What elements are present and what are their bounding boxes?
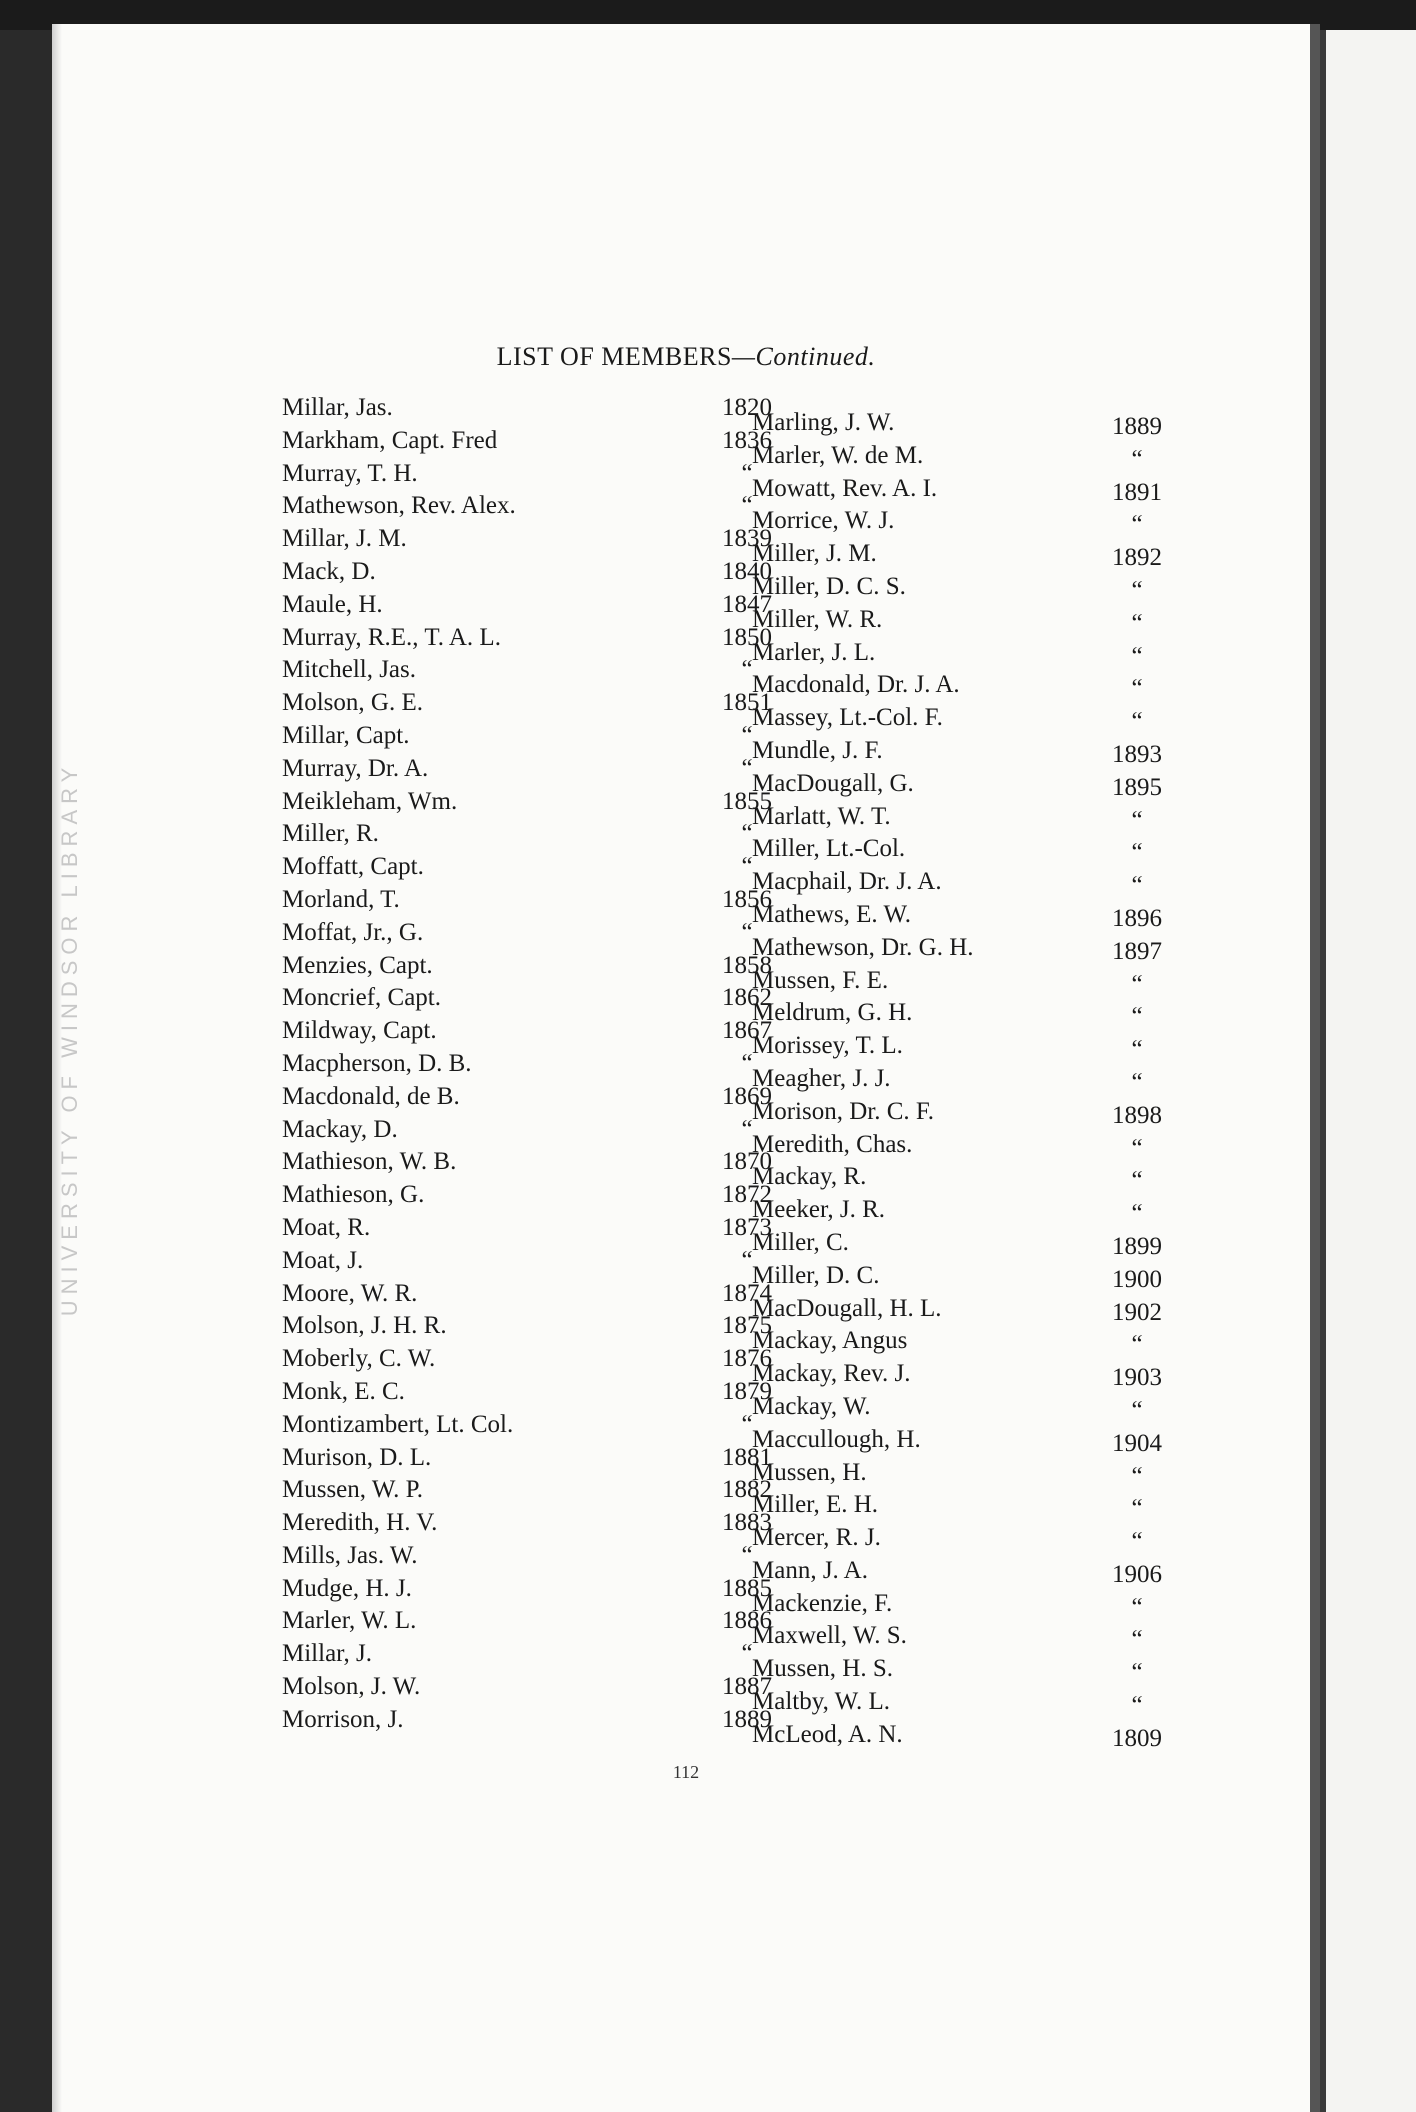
member-name: Meredith, H. V. bbox=[282, 1509, 438, 1537]
member-year: “ bbox=[1131, 1068, 1143, 1096]
member-row bbox=[752, 639, 1222, 672]
member-year: “ bbox=[1131, 970, 1143, 998]
member-year: 1906 bbox=[1112, 1560, 1162, 1588]
member-year: “ bbox=[1131, 806, 1143, 834]
member-year: 1874 bbox=[722, 1279, 772, 1307]
member-name: Molson, J. H. R. bbox=[282, 1312, 447, 1340]
member-row bbox=[282, 984, 802, 1017]
heading-title: LIST OF MEMBERS bbox=[496, 342, 732, 371]
member-name: Mills, Jas. W. bbox=[282, 1541, 418, 1569]
member-year: 1879 bbox=[722, 1377, 772, 1405]
member-row bbox=[282, 1247, 802, 1280]
member-row bbox=[282, 1509, 802, 1542]
member-name: Moat, R. bbox=[282, 1213, 371, 1241]
member-name: Mackenzie, F. bbox=[752, 1589, 893, 1617]
member-row bbox=[282, 558, 802, 591]
member-row bbox=[282, 1378, 802, 1411]
page-right-edge bbox=[1310, 24, 1320, 2112]
member-name: Marler, W. de M. bbox=[752, 441, 924, 469]
member-year: 1840 bbox=[722, 557, 772, 585]
member-name: Mussen, F. E. bbox=[752, 966, 889, 994]
member-year: 1885 bbox=[722, 1574, 772, 1602]
member-name: Molson, J. W. bbox=[282, 1673, 421, 1701]
member-name: Marling, J. W. bbox=[752, 409, 895, 436]
member-row bbox=[282, 886, 802, 919]
member-year: 1875 bbox=[722, 1312, 772, 1340]
member-name: Mussen, W. P. bbox=[282, 1476, 424, 1504]
member-name: Meredith, Chas. bbox=[752, 1130, 913, 1158]
member-row bbox=[282, 689, 802, 722]
member-year: “ bbox=[1131, 1659, 1143, 1687]
member-year: “ bbox=[1131, 1495, 1143, 1523]
member-row bbox=[282, 1181, 802, 1214]
member-name: Mathieson, W. B. bbox=[282, 1148, 457, 1176]
member-row bbox=[752, 409, 1222, 442]
member-row bbox=[282, 853, 802, 886]
member-name: Morland, T. bbox=[282, 885, 400, 913]
member-year: “ bbox=[741, 492, 753, 520]
member-name: Meikleham, Wm. bbox=[282, 787, 458, 815]
member-name: Miller, R. bbox=[282, 820, 379, 848]
member-row bbox=[752, 1262, 1222, 1295]
member-row bbox=[282, 656, 802, 689]
member-row bbox=[752, 1491, 1222, 1524]
member-year: 1869 bbox=[722, 1082, 772, 1110]
member-year: “ bbox=[741, 1541, 753, 1569]
member-row bbox=[752, 1622, 1222, 1655]
member-row bbox=[752, 1098, 1222, 1131]
member-name: Macdonald, de B. bbox=[282, 1082, 460, 1110]
member-name: Massey, Lt.-Col. F. bbox=[752, 704, 943, 732]
member-year: 1862 bbox=[722, 984, 772, 1012]
member-year: 1858 bbox=[722, 951, 772, 979]
member-row bbox=[752, 1655, 1222, 1688]
document-page bbox=[52, 24, 1320, 2112]
member-year: 1855 bbox=[722, 787, 772, 815]
member-name: Millar, Jas. bbox=[282, 394, 393, 421]
member-name: Meeker, J. R. bbox=[752, 1196, 885, 1224]
member-year: 1809 bbox=[1112, 1724, 1162, 1752]
member-row bbox=[282, 1345, 802, 1378]
member-name: Maccullough, H. bbox=[752, 1425, 921, 1453]
member-year: “ bbox=[741, 820, 753, 848]
member-year: “ bbox=[1131, 1462, 1143, 1490]
member-name: Moore, W. R. bbox=[282, 1279, 418, 1307]
member-row bbox=[752, 1459, 1222, 1492]
member-row bbox=[282, 1411, 802, 1444]
member-year: “ bbox=[1131, 1167, 1143, 1195]
member-name: Maltby, W. L. bbox=[752, 1688, 890, 1716]
member-year: 1892 bbox=[1112, 544, 1162, 572]
member-name: Mack, D. bbox=[282, 557, 376, 585]
member-name: Mussen, H. bbox=[752, 1458, 867, 1486]
member-name: Marler, J. L. bbox=[752, 638, 876, 666]
member-row bbox=[752, 573, 1222, 606]
member-year: “ bbox=[741, 1640, 753, 1668]
member-name: Mackay, D. bbox=[282, 1115, 398, 1143]
member-row bbox=[282, 394, 802, 427]
member-row bbox=[282, 788, 802, 821]
member-name: Mathieson, G. bbox=[282, 1181, 425, 1209]
member-row bbox=[282, 1214, 802, 1247]
member-year: “ bbox=[741, 918, 753, 946]
member-name: Marler, W. L. bbox=[282, 1607, 417, 1635]
member-year: “ bbox=[741, 656, 753, 684]
member-year: 1883 bbox=[722, 1509, 772, 1537]
member-row bbox=[282, 952, 802, 985]
member-row bbox=[752, 1524, 1222, 1557]
member-year: “ bbox=[1131, 1331, 1143, 1359]
member-name: Millar, J. bbox=[282, 1640, 372, 1668]
member-name: Mathews, E. W. bbox=[752, 900, 912, 928]
member-name: Millar, Capt. bbox=[282, 721, 410, 749]
page-heading bbox=[52, 342, 1320, 372]
member-year: 1870 bbox=[722, 1148, 772, 1176]
member-year: 1873 bbox=[722, 1213, 772, 1241]
member-year: 1902 bbox=[1112, 1298, 1162, 1326]
member-name: Miller, Lt.-Col. bbox=[752, 835, 906, 863]
member-row bbox=[282, 1542, 802, 1575]
member-name: Macphail, Dr. J. A. bbox=[752, 868, 942, 896]
member-name: Miller, E. H. bbox=[752, 1491, 879, 1519]
member-name: Mercer, R. J. bbox=[752, 1524, 881, 1552]
member-name: McLeod, A. N. bbox=[752, 1720, 903, 1748]
member-row bbox=[752, 737, 1222, 770]
adjacent-page-edge bbox=[1320, 30, 1416, 2112]
member-year: “ bbox=[1131, 1003, 1143, 1031]
member-row bbox=[282, 1706, 802, 1739]
member-name: Morissey, T. L. bbox=[752, 1032, 903, 1060]
member-row bbox=[282, 1312, 802, 1345]
member-name: Mackay, Rev. J. bbox=[752, 1360, 911, 1388]
member-row bbox=[282, 1476, 802, 1509]
member-row bbox=[282, 1050, 802, 1083]
member-row bbox=[752, 704, 1222, 737]
member-name: Moffat, Jr., G. bbox=[282, 918, 424, 946]
member-year: 1881 bbox=[722, 1443, 772, 1471]
member-year: “ bbox=[741, 1049, 753, 1077]
member-year: 1820 bbox=[722, 394, 772, 421]
member-year: 1836 bbox=[722, 426, 772, 454]
member-row bbox=[752, 671, 1222, 704]
member-year: 1896 bbox=[1112, 904, 1162, 932]
member-row bbox=[752, 1426, 1222, 1459]
member-name: Murray, Dr. A. bbox=[282, 754, 429, 782]
member-name: Moberly, C. W. bbox=[282, 1345, 436, 1373]
member-name: Murray, R.E., T. A. L. bbox=[282, 623, 501, 651]
member-row bbox=[752, 835, 1222, 868]
member-year: 1903 bbox=[1112, 1364, 1162, 1392]
member-row bbox=[282, 525, 802, 558]
member-row bbox=[282, 1017, 802, 1050]
page-number: 112 bbox=[672, 1762, 700, 1782]
member-row bbox=[752, 442, 1222, 475]
member-name: Morison, Dr. C. F. bbox=[752, 1097, 935, 1125]
member-row bbox=[752, 901, 1222, 934]
member-year: “ bbox=[1131, 445, 1143, 473]
heading-continued: —Continued. bbox=[731, 342, 876, 371]
member-year: 1898 bbox=[1112, 1101, 1162, 1129]
member-row bbox=[752, 967, 1222, 1000]
member-name: Markham, Capt. Fred bbox=[282, 426, 498, 454]
member-year: “ bbox=[1131, 511, 1143, 539]
member-year: 1839 bbox=[722, 525, 772, 553]
member-row bbox=[752, 1131, 1222, 1164]
member-name: Murison, D. L. bbox=[282, 1443, 432, 1471]
member-name: Menzies, Capt. bbox=[282, 951, 433, 979]
member-row bbox=[752, 1163, 1222, 1196]
member-row bbox=[752, 770, 1222, 803]
member-year: “ bbox=[1131, 839, 1143, 867]
member-year: 1904 bbox=[1112, 1429, 1162, 1457]
member-name: Moncrief, Capt. bbox=[282, 984, 441, 1012]
member-row bbox=[282, 1444, 802, 1477]
member-row bbox=[282, 919, 802, 952]
member-year: “ bbox=[741, 1410, 753, 1438]
member-year: 1895 bbox=[1112, 773, 1162, 801]
member-year: “ bbox=[741, 853, 753, 881]
member-year: “ bbox=[1131, 1692, 1143, 1720]
member-year: “ bbox=[1131, 708, 1143, 736]
member-year: 1889 bbox=[1112, 413, 1162, 440]
member-row bbox=[752, 507, 1222, 540]
member-row bbox=[752, 540, 1222, 573]
member-row bbox=[282, 1640, 802, 1673]
member-name: Maule, H. bbox=[282, 590, 383, 618]
member-name: Millar, J. M. bbox=[282, 525, 407, 553]
member-name: Moffatt, Capt. bbox=[282, 853, 424, 881]
member-row bbox=[282, 1673, 802, 1706]
member-name: Mudge, H. J. bbox=[282, 1574, 412, 1602]
member-year: 1886 bbox=[722, 1607, 772, 1635]
member-year: “ bbox=[1131, 576, 1143, 604]
member-name: Mowatt, Rev. A. I. bbox=[752, 474, 938, 502]
member-row bbox=[282, 820, 802, 853]
member-year: “ bbox=[1131, 1593, 1143, 1621]
member-year: “ bbox=[1131, 1134, 1143, 1162]
member-name: Miller, W. R. bbox=[752, 605, 883, 633]
member-year: “ bbox=[1131, 1036, 1143, 1064]
member-year: 1882 bbox=[722, 1476, 772, 1504]
members-column-left bbox=[282, 394, 802, 1739]
member-year: 1856 bbox=[722, 885, 772, 913]
member-row bbox=[282, 1148, 802, 1181]
member-name: Maxwell, W. S. bbox=[752, 1622, 907, 1650]
member-row bbox=[282, 1280, 802, 1313]
member-row bbox=[282, 427, 802, 460]
member-year: 1847 bbox=[722, 590, 772, 618]
member-row bbox=[752, 475, 1222, 508]
member-row bbox=[282, 591, 802, 624]
member-name: Murray, T. H. bbox=[282, 459, 418, 487]
member-name: Morrice, W. J. bbox=[752, 507, 895, 535]
member-year: “ bbox=[1131, 675, 1143, 703]
member-name: Meldrum, G. H. bbox=[752, 999, 913, 1027]
member-name: Moat, J. bbox=[282, 1246, 364, 1274]
member-name: Mann, J. A. bbox=[752, 1556, 868, 1584]
member-row bbox=[752, 1590, 1222, 1623]
member-row bbox=[282, 624, 802, 657]
member-name: Mackay, W. bbox=[752, 1392, 871, 1420]
member-year: “ bbox=[1131, 609, 1143, 637]
member-year: “ bbox=[1131, 1528, 1143, 1556]
member-row bbox=[752, 934, 1222, 967]
member-name: Meagher, J. J. bbox=[752, 1064, 891, 1092]
member-name: MacDougall, H. L. bbox=[752, 1294, 942, 1322]
member-year: “ bbox=[1131, 1396, 1143, 1424]
member-year: 1876 bbox=[722, 1345, 772, 1373]
member-name: Macdonald, Dr. J. A. bbox=[752, 671, 960, 699]
member-row bbox=[282, 492, 802, 525]
member-year: “ bbox=[741, 1115, 753, 1143]
member-name: Mathewson, Dr. G. H. bbox=[752, 933, 974, 961]
member-year: “ bbox=[1131, 872, 1143, 900]
member-row bbox=[752, 1032, 1222, 1065]
member-year: 1893 bbox=[1112, 740, 1162, 768]
member-year: 1887 bbox=[722, 1673, 772, 1701]
member-row bbox=[752, 1295, 1222, 1328]
member-name: Miller, D. C. bbox=[752, 1261, 880, 1289]
member-name: Mackay, R. bbox=[752, 1163, 867, 1191]
member-year: “ bbox=[741, 459, 753, 487]
member-row bbox=[282, 1607, 802, 1640]
member-row bbox=[282, 722, 802, 755]
member-name: Molson, G. E. bbox=[282, 689, 423, 717]
member-year: 1872 bbox=[722, 1181, 772, 1209]
member-name: Mundle, J. F. bbox=[752, 736, 883, 764]
member-row bbox=[752, 1196, 1222, 1229]
member-year: 1900 bbox=[1112, 1265, 1162, 1293]
member-row bbox=[752, 1393, 1222, 1426]
member-row bbox=[752, 1721, 1222, 1754]
member-row bbox=[752, 1360, 1222, 1393]
member-row bbox=[752, 803, 1222, 836]
member-row bbox=[752, 1557, 1222, 1590]
member-row bbox=[752, 999, 1222, 1032]
member-name: Morrison, J. bbox=[282, 1705, 404, 1733]
member-year: “ bbox=[1131, 1626, 1143, 1654]
member-year: “ bbox=[741, 721, 753, 749]
member-name: Montizambert, Lt. Col. bbox=[282, 1410, 514, 1438]
member-row bbox=[752, 1065, 1222, 1098]
member-name: Mackay, Angus bbox=[752, 1327, 908, 1355]
member-name: Mildway, Capt. bbox=[282, 1017, 437, 1045]
member-row bbox=[282, 1083, 802, 1116]
member-year: 1850 bbox=[722, 623, 772, 651]
member-name: Macpherson, D. B. bbox=[282, 1049, 472, 1077]
member-name: Miller, J. M. bbox=[752, 540, 877, 568]
member-year: “ bbox=[1131, 1200, 1143, 1228]
member-name: Mitchell, Jas. bbox=[282, 656, 417, 684]
member-year: 1897 bbox=[1112, 937, 1162, 965]
member-name: Miller, D. C. S. bbox=[752, 572, 906, 600]
member-name: Miller, C. bbox=[752, 1228, 849, 1256]
member-year: “ bbox=[741, 754, 753, 782]
member-row bbox=[752, 1229, 1222, 1262]
member-year: “ bbox=[741, 1246, 753, 1274]
member-row bbox=[752, 868, 1222, 901]
member-row bbox=[752, 606, 1222, 639]
member-year: 1851 bbox=[722, 689, 772, 717]
member-row bbox=[752, 1688, 1222, 1721]
member-name: MacDougall, G. bbox=[752, 769, 914, 797]
member-name: Marlatt, W. T. bbox=[752, 802, 891, 830]
member-year: “ bbox=[1131, 642, 1143, 670]
member-year: 1899 bbox=[1112, 1232, 1162, 1260]
member-year: 1891 bbox=[1112, 478, 1162, 506]
member-year: 1867 bbox=[722, 1017, 772, 1045]
member-year: 1889 bbox=[722, 1705, 772, 1733]
member-name: Mathewson, Rev. Alex. bbox=[282, 492, 516, 520]
member-row bbox=[282, 1575, 802, 1608]
member-name: Mussen, H. S. bbox=[752, 1655, 893, 1683]
member-row bbox=[752, 1327, 1222, 1360]
member-row bbox=[282, 1116, 802, 1149]
member-row bbox=[282, 460, 802, 493]
member-name: Monk, E. C. bbox=[282, 1377, 405, 1405]
members-column-right bbox=[752, 409, 1222, 1754]
library-spine-text: UNIVERSITY OF WINDSOR LIBRARY bbox=[57, 761, 82, 1317]
member-row bbox=[282, 755, 802, 788]
